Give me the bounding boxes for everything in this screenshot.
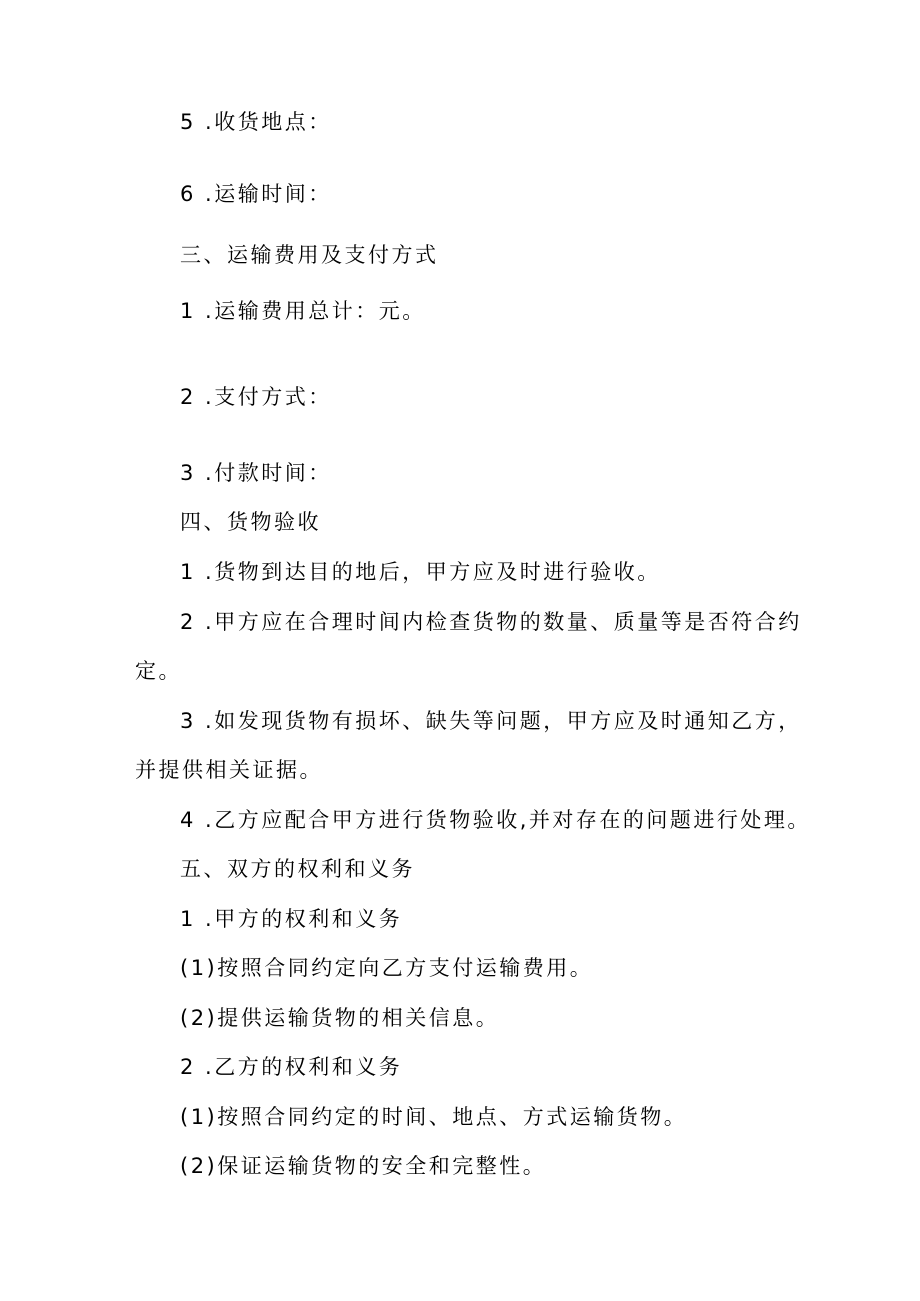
paragraph-inspection-2-cont: 定。 bbox=[135, 659, 182, 683]
item-receiving-location: 5 .收货地点： bbox=[180, 110, 332, 134]
item-transport-time: 6 .运输时间： bbox=[180, 182, 332, 206]
party-a-item-1: (1)按照合同约定向乙方支付运输费用。 bbox=[180, 956, 594, 980]
paragraph-inspection-1: 1 .货物到达目的地后，甲方应及时进行验收。 bbox=[180, 560, 661, 584]
item-total-fee: 1 .运输费用总计：元。 bbox=[180, 299, 426, 323]
subheading-party-a: 1 .甲方的权利和义务 bbox=[180, 907, 403, 931]
subheading-party-b: 2 .乙方的权利和义务 bbox=[180, 1055, 403, 1079]
paragraph-inspection-3-cont: 并提供相关证据。 bbox=[135, 758, 323, 782]
party-b-item-2: (2)保证运输货物的安全和完整性。 bbox=[180, 1154, 547, 1178]
paragraph-inspection-2: 2 .甲方应在合理时间内检查货物的数量、质量等是否符合约 bbox=[180, 610, 802, 634]
paragraph-inspection-4: 4 .乙方应配合甲方进行货物验收,并对存在的问题进行处理。 bbox=[180, 808, 811, 832]
item-payment-method: 2 .支付方式： bbox=[180, 385, 332, 409]
item-payment-time: 3 .付款时间： bbox=[180, 461, 332, 485]
party-b-item-1: (1)按照合同约定的时间、地点、方式运输货物。 bbox=[180, 1105, 688, 1129]
paragraph-inspection-3: 3 .如发现货物有损坏、缺失等问题，甲方应及时通知乙方， bbox=[180, 709, 802, 733]
section-heading-fees: 三、运输费用及支付方式 bbox=[180, 243, 439, 267]
section-heading-inspection: 四、货物验收 bbox=[180, 510, 321, 534]
party-a-item-2: (2)提供运输货物的相关信息。 bbox=[180, 1006, 500, 1030]
section-heading-rights: 五、双方的权利和义务 bbox=[180, 857, 415, 881]
